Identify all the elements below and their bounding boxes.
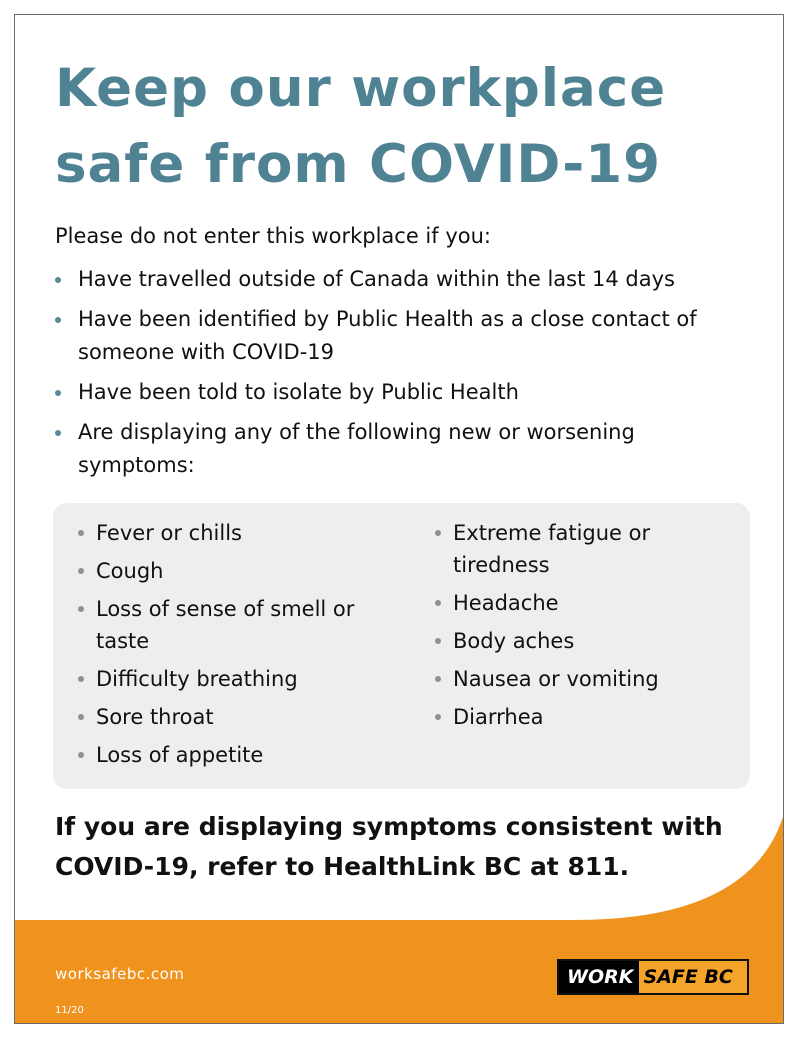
symptom-text: Extreme fatigue or tiredness <box>453 521 651 577</box>
symptom-text: Sore throat <box>96 705 214 729</box>
criteria-text: Have travelled outside of Canada within the last 14 days <box>78 267 675 291</box>
logo-safe-text: SAFE BC <box>639 961 747 993</box>
symptom-text: Difficulty breathing <box>96 667 298 691</box>
symptom-text: Nausea or vomiting <box>453 667 659 691</box>
symptom-text: Body aches <box>453 629 575 653</box>
page-title: Keep our workplace safe from COVID-19 <box>55 58 667 195</box>
logo-work-text: WORK <box>559 961 639 993</box>
symptom-text: Loss of appetite <box>96 743 264 767</box>
symptom-text: Loss of sense of smell or taste <box>96 597 355 653</box>
criteria-text: Have been identified by Public Health as a close contact of someone with COVID-19 <box>78 307 697 364</box>
symptom-text: Cough <box>96 559 164 583</box>
orange-footer-band <box>15 15 784 1024</box>
symptom-text: Diarrhea <box>453 705 544 729</box>
date-code: 11/20 <box>55 1005 84 1016</box>
worksafebc-logo <box>557 959 749 995</box>
symptom-text: Headache <box>453 591 559 615</box>
website-link[interactable]: worksafebc.com <box>55 965 185 983</box>
poster <box>14 14 784 1024</box>
healthlink-notice: If you are displaying symptoms consistent with COVID-19, refer to HealthLink BC at 811. <box>55 812 723 881</box>
symptom-text: Fever or chills <box>96 521 242 545</box>
criteria-text: Have been told to isolate by Public Health <box>78 380 519 404</box>
intro-text: Please do not enter this workplace if you: <box>55 224 491 248</box>
criteria-text: Are displaying any of the following new or worsening symptoms: <box>78 420 635 477</box>
